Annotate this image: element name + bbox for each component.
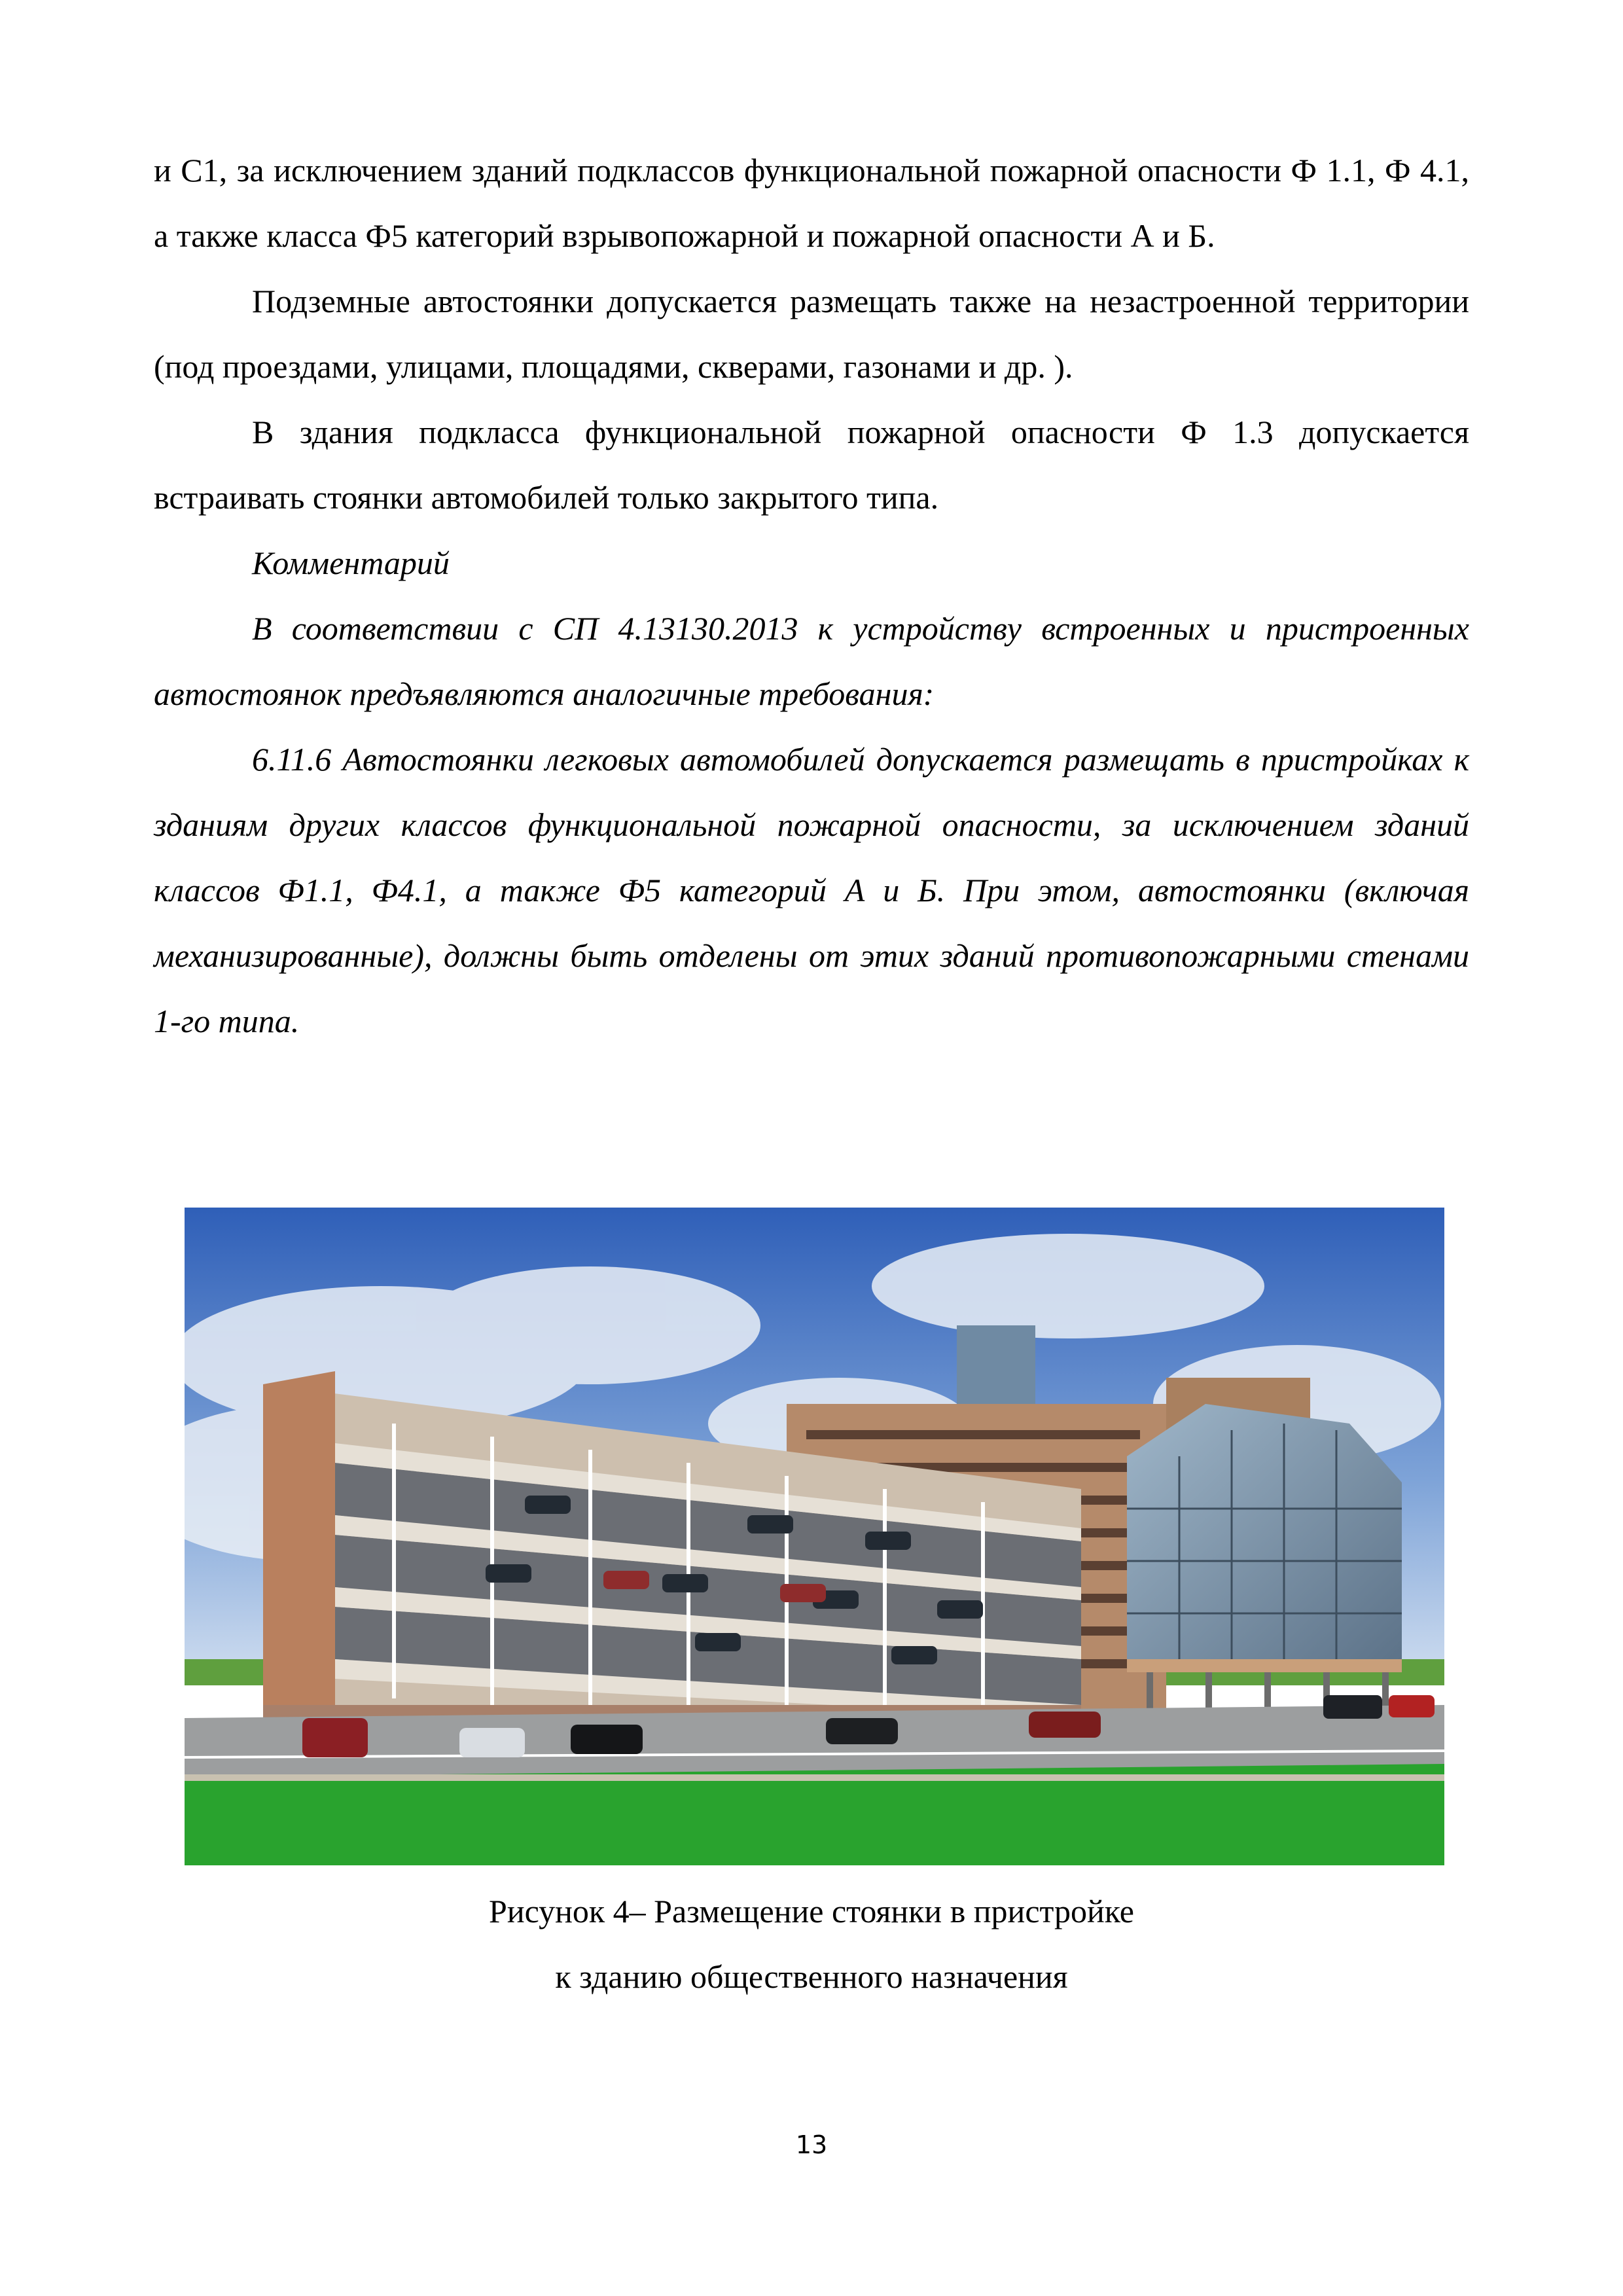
comment-heading: Комментарий [252,545,450,581]
paragraph-1: и С1, за исключением зданий подклассов функциональной пожарной опасности Ф 1.1, Ф 4.1, а также класса Ф5 категорий взрывопожарной и пожарной опасности А и Б. [154,152,1469,254]
figure-caption [0,1878,1623,2009]
caption-line-2: к зданию общественного назначения [555,1958,1068,1995]
comment-paragraph-2: 6.11.6 Автостоянки легковых автомобилей допускается размещать в пристройках к зданиям других классов функциональной пожарной опасности, за исключением зданий классов Ф1.1, Ф4.1, а также Ф5 категорий А и Б. При этом, автостоянки (включая механизированные), должны быть отделены от этих зданий противопожарными стенами 1-го типа. [154,741,1469,1039]
paragraph-2: Подземные автостоянки допускается размещать также на незастроенной территории (под проездами, улицами, площадями, скверами, газонами и др. ). [154,283,1469,385]
page-number: 13 [795,2130,828,2159]
paragraph-3: В здания подкласса функциональной пожарной опасности Ф 1.3 допускается встраивать стоянки автомобилей только закрытого типа. [154,414,1469,516]
page-text [154,137,1469,1054]
figure-parking-building-illustration [185,1208,1444,1865]
comment-paragraph-1: В соответствии с СП 4.13130.2013 к устройству встроенных и пристроенных автостоянок предъявляются аналогичные требования: [154,610,1469,712]
parking-illustration [185,1208,1444,1865]
caption-line-1: Рисунок 4– Размещение стоянки в пристройке [489,1893,1134,1929]
